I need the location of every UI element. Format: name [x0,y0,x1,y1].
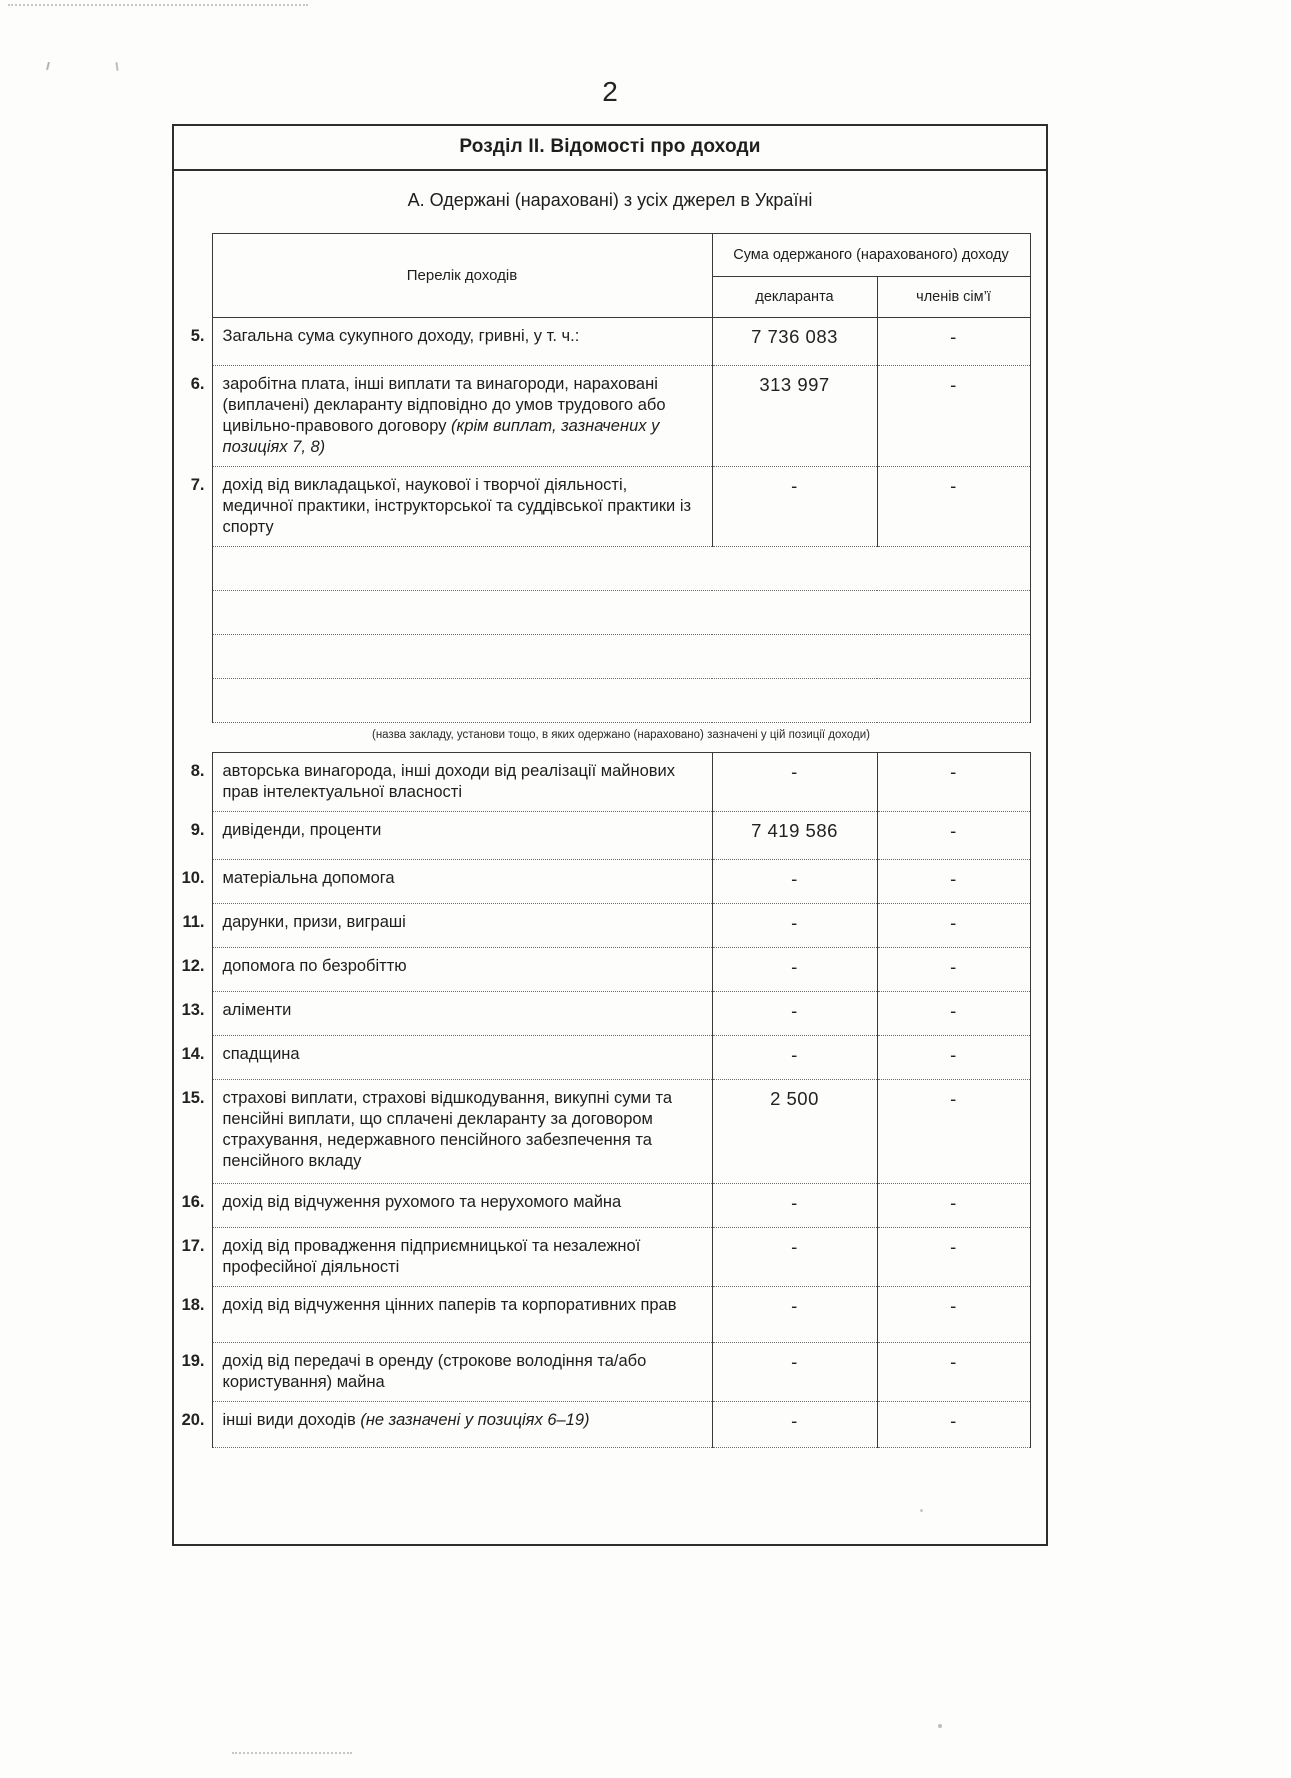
family-amount: - [877,812,1030,860]
declarant-amount: - [712,904,877,948]
scan-artifact [115,62,118,71]
table-row [174,1184,1030,1228]
row-number: 10. [181,868,205,887]
blank-row [174,635,1030,679]
column-header-sum: Сума одержаного (нарахованого) доходу [712,234,1030,277]
family-amount: - [877,1184,1030,1228]
family-amount: - [877,1228,1030,1287]
table-row [174,1402,1030,1448]
declarant-amount: - [712,948,877,992]
declarant-amount: - [712,992,877,1036]
scan-artifact [232,1752,352,1754]
declarant-amount: 2 500 [712,1080,877,1184]
row-number: 9. [190,820,205,839]
row-number: 17. [181,1236,205,1255]
row-label: заробітна плата, інші виплати та винагороди, нараховані (виплачені) декларанту відповідно до умов трудового або цивільно-правового договору (крім виплат, зазначених у позиціях 7, 8) [212,366,712,467]
row-number: 13. [181,1000,205,1019]
declarant-amount: - [712,1184,877,1228]
scan-artifact [46,62,50,70]
table-row [174,1343,1030,1402]
declarant-amount: - [712,753,877,812]
row-label: дохід від викладацької, наукової і творчої діяльності, медичної практики, інструкторської та суддівської практики із спорту [212,467,712,547]
row-number: 19. [181,1351,205,1370]
family-amount: - [877,948,1030,992]
row-number: 12. [181,956,205,975]
table-row [174,904,1030,948]
table-row [174,812,1030,860]
family-amount: - [877,1402,1030,1448]
column-header-declarant: декларанта [712,277,877,318]
declarant-amount: 7 736 083 [712,318,877,366]
scan-artifact [938,1724,942,1728]
row-label: Загальна сума сукупного доходу, гривні, у т. ч.: [212,318,712,366]
table-header-row [174,234,1030,277]
row-label: матеріальна допомога [212,860,712,904]
row-label: авторська винагорода, інші доходи від реалізації майнових прав інтелектуальної власності [212,753,712,812]
gutter-cell [174,234,212,318]
income-table-top [174,233,1031,723]
table-row [174,948,1030,992]
row-number: 5. [190,326,205,345]
table-row [174,366,1030,467]
blank-row [174,591,1030,635]
income-table-bottom [174,752,1031,1448]
declarant-amount: 313 997 [712,366,877,467]
column-header-income-list: Перелік доходів [212,234,712,318]
row-label: страхові виплати, страхові відшкодування, викупні суми та пенсійні виплати, що сплачені декларанту за договором страхування, недержавного пенсійного забезпечення та пенсійного вкладу [212,1080,712,1184]
section-title: Розділ ІІ. Відомості про доходи [174,126,1046,171]
table-row [174,992,1030,1036]
row-label: дивіденди, проценти [212,812,712,860]
table-row [174,860,1030,904]
page-number: 2 [602,76,618,107]
scan-artifact [8,4,308,6]
table-row [174,1287,1030,1343]
row-label: дохід від передачі в оренду (строкове володіння та/або користування) майна [212,1343,712,1402]
family-amount: - [877,753,1030,812]
family-amount: - [877,904,1030,948]
row-number: 18. [181,1295,205,1314]
row-label: дарунки, призи, виграші [212,904,712,948]
declarant-amount: - [712,1228,877,1287]
table-row [174,1080,1030,1184]
family-amount: - [877,1287,1030,1343]
row-label: аліменти [212,992,712,1036]
column-header-family: членів сім’ї [877,277,1030,318]
family-amount: - [877,992,1030,1036]
section-subtitle: А. Одержані (нараховані) з усіх джерел в Україні [407,190,813,210]
family-amount: - [877,318,1030,366]
row-number: 11. [182,912,205,931]
row-number: 14. [181,1044,205,1063]
institution-name-line [212,679,1030,723]
declarant-amount: - [712,860,877,904]
family-amount: - [877,1343,1030,1402]
family-amount: - [877,1080,1030,1184]
declarant-amount: - [712,1036,877,1080]
blank-row [174,679,1030,723]
declarant-amount: - [712,467,877,547]
table-row [174,467,1030,547]
declarant-amount: - [712,1402,877,1448]
declarant-amount: - [712,1343,877,1402]
table-row [174,1036,1030,1080]
family-amount: - [877,1036,1030,1080]
row-label: дохід від провадження підприємницької та незалежної професійної діяльності [212,1228,712,1287]
row-number: 16. [181,1192,205,1211]
institution-name-line [212,591,1030,635]
family-amount: - [877,467,1030,547]
row-label: інші види доходів (не зазначені у позиціях 6–19) [212,1402,712,1448]
declarant-amount: - [712,1287,877,1343]
table-row [174,318,1030,366]
row-number: 8. [190,761,205,780]
table-row [174,753,1030,812]
institution-name-line [212,635,1030,679]
row-number: 7. [190,475,205,494]
row-label: дохід від відчуження цінних паперів та корпоративних прав [212,1287,712,1343]
declarant-amount: 7 419 586 [712,812,877,860]
row-label: спадщина [212,1036,712,1080]
row-label: дохід від відчуження рухомого та нерухомого майна [212,1184,712,1228]
table-row [174,1228,1030,1287]
table-footnote: (назва закладу, установи тощо, в яких одержано (нараховано) зазначені у цій позиції доходи) [371,729,871,741]
blank-row [174,547,1030,591]
section-frame [172,124,1048,1546]
row-number: 15. [181,1088,205,1107]
family-amount: - [877,860,1030,904]
row-number: 20. [181,1410,205,1429]
institution-name-line [212,547,1030,591]
row-number: 6. [190,374,205,393]
row-label: допомога по безробіттю [212,948,712,992]
family-amount: - [877,366,1030,467]
